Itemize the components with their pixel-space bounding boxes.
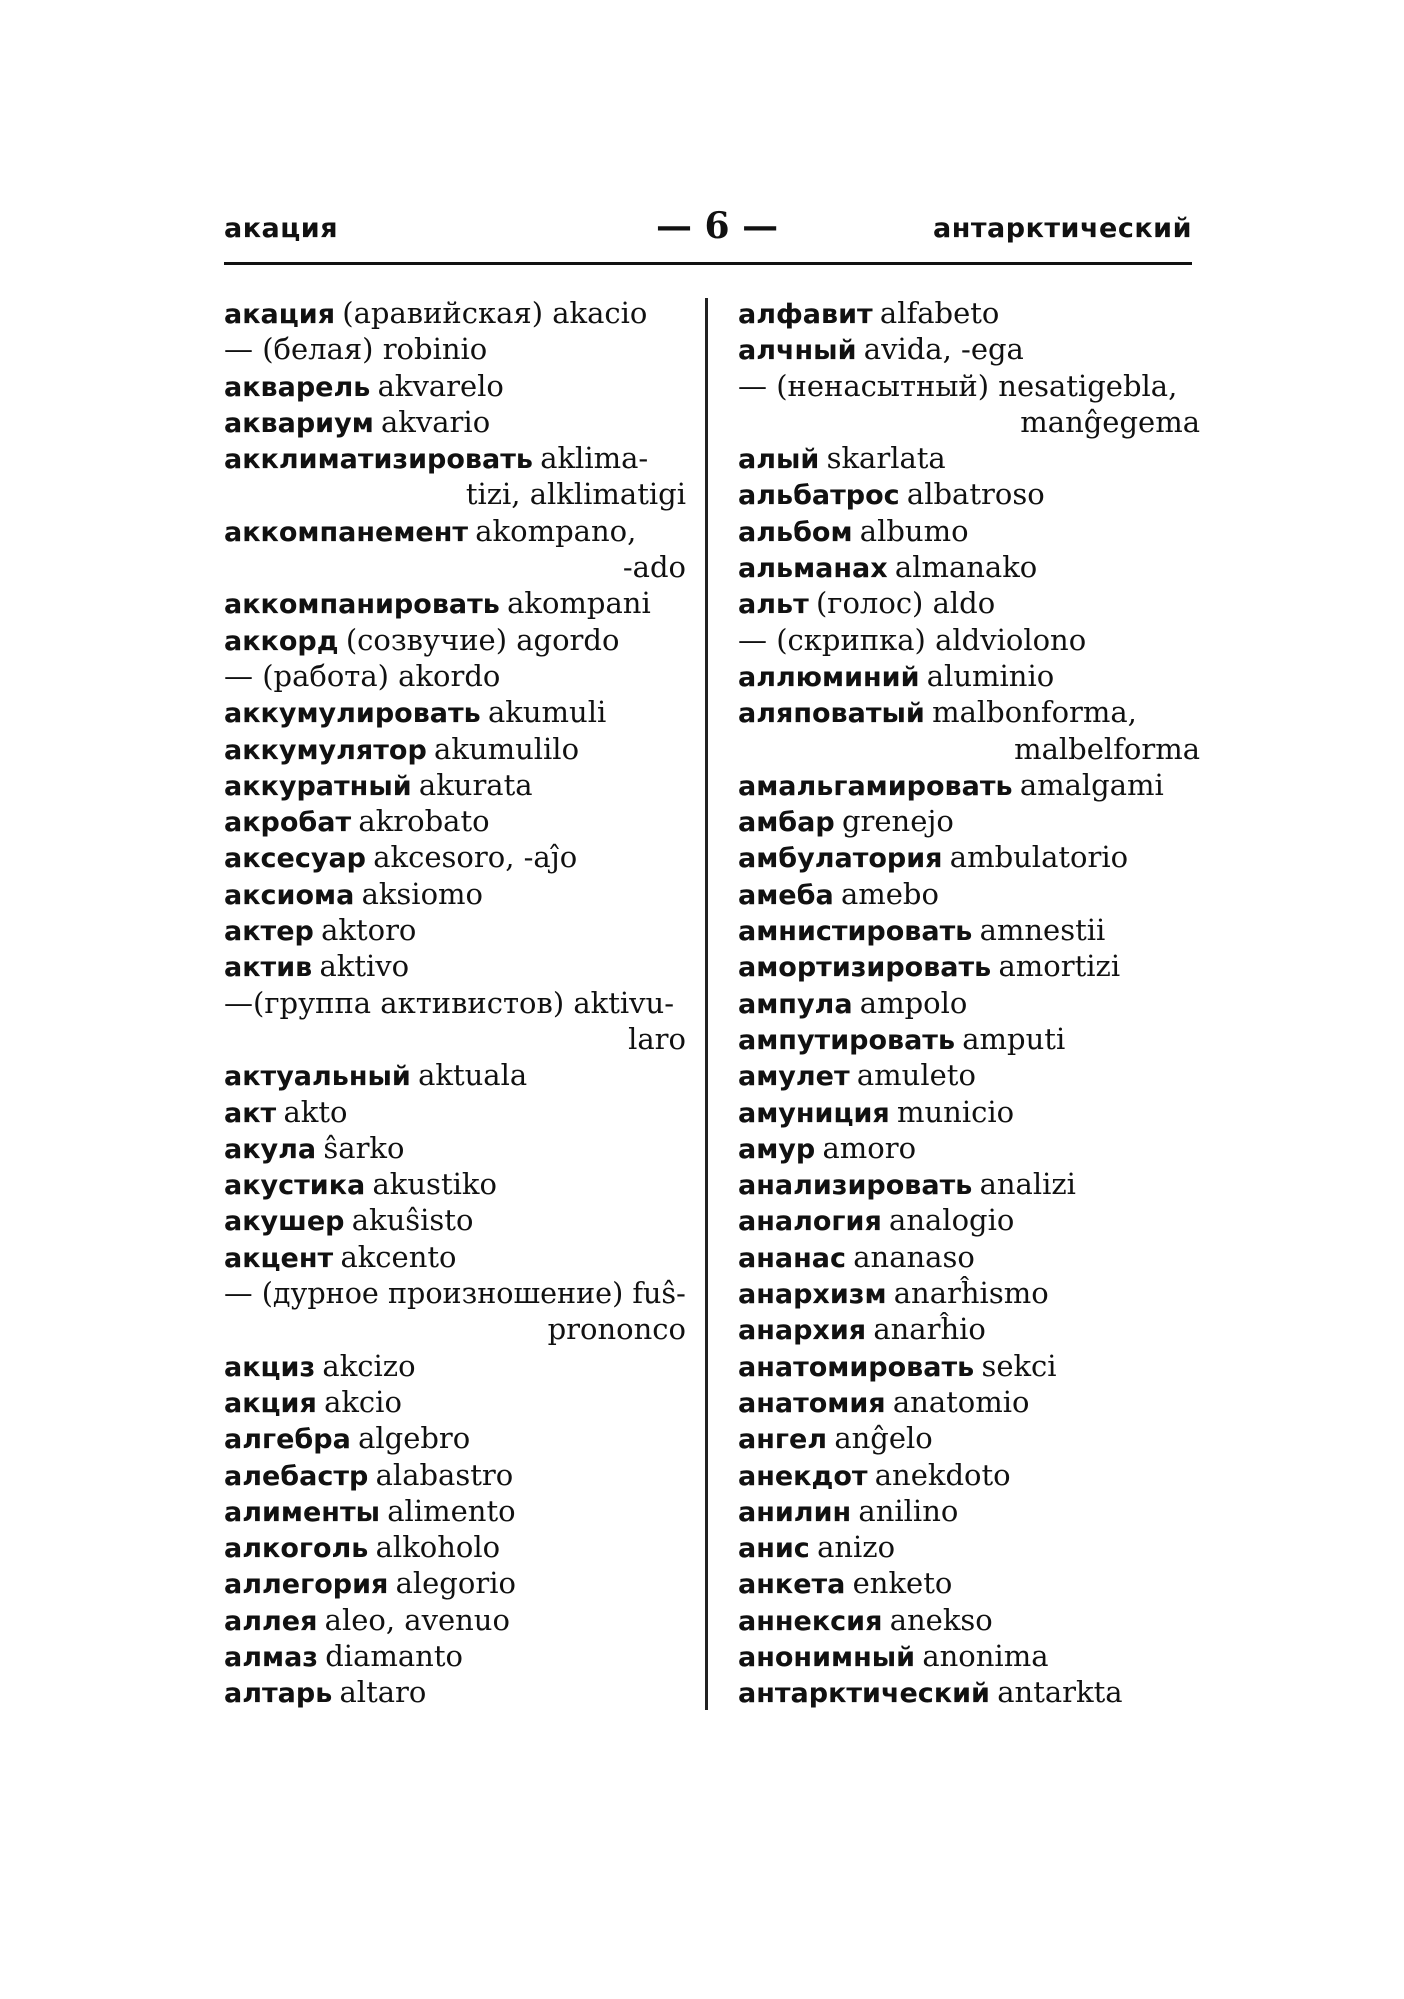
entry-headword: акварель [224, 371, 371, 403]
dictionary-entry [738, 658, 1200, 694]
entry-headword: акробат [224, 807, 352, 839]
dictionary-entry [738, 1638, 1200, 1674]
dictionary-entry [738, 295, 1200, 331]
entry-headword: аннексия [738, 1605, 883, 1637]
entry-headword: акушер [224, 1206, 345, 1238]
dictionary-entry [738, 440, 1200, 476]
entry-headword: акт [224, 1097, 277, 1129]
entry-translation: malbonforma, [932, 695, 1137, 730]
entry-headword: алый [738, 444, 820, 476]
page-number: — 6 — [656, 205, 779, 247]
continuation-text: malbelforma [1014, 731, 1200, 766]
sub-entry [224, 1275, 686, 1311]
sub-entry [738, 368, 1200, 404]
entry-translation: anĝelo [834, 1421, 933, 1456]
entry-headword: аккорд [224, 625, 339, 657]
dictionary-entry [738, 585, 1200, 621]
entry-translation: akustiko [372, 1167, 497, 1202]
entry-headword: анекдот [738, 1460, 868, 1492]
entry-headword: амур [738, 1133, 816, 1165]
dictionary-entry [738, 1202, 1200, 1238]
dictionary-entry [738, 876, 1200, 912]
dictionary-entry [224, 876, 686, 912]
dictionary-entry [738, 1529, 1200, 1565]
entry-headword: акция [224, 1387, 317, 1419]
entry-translation: albumo [859, 513, 969, 548]
entry-continuation [224, 1311, 686, 1347]
dictionary-entry [738, 1239, 1200, 1275]
dictionary-entry [224, 1094, 686, 1130]
dictionary-entry [738, 476, 1200, 512]
entry-headword: анилин [738, 1496, 852, 1528]
continuation-text: prononco [547, 1312, 686, 1347]
entry-headword: аккумулятор [224, 734, 427, 766]
entry-translation: amnestii [979, 913, 1106, 948]
left-column [224, 295, 686, 1711]
sub-entry-text: — (дурное произношение) fuŝ- [224, 1276, 686, 1311]
dictionary-entry [224, 731, 686, 767]
entry-translation: akcesoro, -aĵo [373, 840, 578, 875]
entry-translation: akvarelo [377, 368, 504, 403]
entry-translation: akto [283, 1094, 348, 1129]
entry-headword: анархизм [738, 1279, 887, 1311]
entry-headword: алименты [224, 1496, 381, 1528]
entry-headword: амнистировать [738, 916, 973, 948]
dictionary-entry [738, 1565, 1200, 1601]
entry-translation: anonima [922, 1638, 1049, 1673]
dictionary-entry [224, 1057, 686, 1093]
entry-headword: амальгамировать [738, 770, 1013, 802]
entry-headword: анатомировать [738, 1351, 975, 1383]
entry-headword: амуниция [738, 1097, 890, 1129]
dictionary-entry [224, 1202, 686, 1238]
entry-headword: аллюминий [738, 661, 920, 693]
entry-headword: ампула [738, 988, 853, 1020]
dictionary-entry [738, 1348, 1200, 1384]
entry-headword: акустика [224, 1170, 366, 1202]
dictionary-entry [738, 912, 1200, 948]
dictionary-entry [224, 1457, 686, 1493]
dictionary-entry [738, 985, 1200, 1021]
entry-continuation [224, 549, 686, 585]
entry-continuation [224, 1021, 686, 1057]
continuation-text: -ado [622, 550, 686, 585]
entry-headword: актив [224, 952, 313, 984]
dictionary-entry [224, 1674, 686, 1710]
continuation-text: laro [628, 1021, 686, 1056]
entry-translation: algebro [358, 1421, 471, 1456]
entry-headword: альбом [738, 516, 853, 548]
entry-translation: aleo, avenuo [324, 1602, 510, 1637]
dictionary-entry [738, 1021, 1200, 1057]
entry-headword: аккуратный [224, 770, 412, 802]
sub-entry [224, 985, 686, 1021]
dictionary-entry [738, 513, 1200, 549]
dictionary-entry [224, 295, 686, 331]
dictionary-entry [738, 1130, 1200, 1166]
entry-translation: diamanto [325, 1638, 463, 1673]
entry-headword: алкоголь [224, 1533, 369, 1565]
entry-headword: акцент [224, 1242, 334, 1274]
dictionary-entry [738, 803, 1200, 839]
entry-headword: ампутировать [738, 1024, 956, 1056]
entry-translation: anatomio [892, 1384, 1030, 1419]
left-guideword: акация [224, 213, 339, 244]
entry-translation: akumulilo [434, 731, 580, 766]
entry-headword: анонимный [738, 1641, 916, 1673]
entry-headword: аккумулировать [224, 698, 481, 730]
entry-translation: amputi [962, 1021, 1066, 1056]
dictionary-entry [224, 1638, 686, 1674]
entry-headword: альбатрос [738, 480, 900, 512]
entry-headword: акация [224, 299, 336, 330]
continuation-text: manĝegema [1020, 404, 1200, 439]
dictionary-entry [224, 585, 686, 621]
dictionary-entry [738, 948, 1200, 984]
entry-continuation [738, 404, 1200, 440]
header-rule [224, 262, 1192, 265]
entry-translation: amuleto [856, 1058, 976, 1093]
sub-entry-text: — (скрипка) aldviolono [738, 622, 1087, 657]
dictionary-entry [738, 694, 1200, 730]
entry-translation: grenejo [841, 804, 954, 839]
entry-headword: анис [738, 1533, 810, 1565]
entry-translation: aktuala [418, 1058, 528, 1093]
entry-headword: аллея [224, 1605, 318, 1637]
entry-headword: альт [738, 589, 809, 621]
entry-translation: (аравийская) akacio [342, 296, 648, 330]
entry-headword: акциз [224, 1351, 316, 1383]
dictionary-entry [224, 1348, 686, 1384]
entry-headword: амеба [738, 879, 834, 911]
dictionary-entry [224, 839, 686, 875]
right-guideword: антарктический [933, 213, 1192, 244]
entry-headword: алебастр [224, 1460, 369, 1492]
entry-headword: антарктический [738, 1678, 990, 1710]
entry-translation: sekci [981, 1348, 1057, 1383]
entry-translation: anilino [858, 1493, 959, 1528]
entry-translation: almanako [894, 550, 1038, 585]
entry-headword: алфавит [738, 299, 873, 330]
right-column [738, 295, 1200, 1711]
entry-translation: ŝarko [323, 1130, 405, 1165]
dictionary-entry [224, 1384, 686, 1420]
dictionary-entry [224, 1239, 686, 1275]
entry-translation: avida, -ega [863, 332, 1024, 367]
entry-translation: antarkta [997, 1675, 1123, 1710]
dictionary-entry [224, 404, 686, 440]
entry-headword: алтарь [224, 1678, 333, 1710]
entry-headword: актер [224, 916, 314, 948]
entry-headword: акклиматизировать [224, 444, 533, 476]
dictionary-entry [738, 1493, 1200, 1529]
entry-translation: analizi [979, 1167, 1076, 1202]
dictionary-entry [224, 912, 686, 948]
dictionary-entry [738, 1602, 1200, 1638]
entry-translation: akurata [418, 767, 533, 802]
sub-entry [224, 658, 686, 694]
entry-translation: akcento [340, 1239, 457, 1274]
entry-headword: амулет [738, 1061, 850, 1093]
entry-headword: аксиома [224, 879, 355, 911]
entry-translation: alkoholo [375, 1530, 501, 1565]
entry-translation: municio [896, 1094, 1015, 1129]
entry-translation: altaro [339, 1675, 427, 1710]
entry-translation: alegorio [395, 1566, 516, 1601]
entry-headword: аксесуар [224, 843, 367, 875]
dictionary-entry [224, 1529, 686, 1565]
sub-entry [738, 622, 1200, 658]
dictionary-entry [224, 948, 686, 984]
entry-translation: aluminio [926, 658, 1055, 693]
column-divider [705, 298, 708, 1710]
entry-translation: akompano, [475, 513, 637, 548]
entry-translation: aklima- [540, 441, 649, 476]
sub-entry-text: — (работа) akordo [224, 658, 501, 693]
entry-translation: albatroso [906, 477, 1045, 512]
entry-translation: akcizo [322, 1348, 416, 1383]
entry-translation: anarĥio [873, 1312, 986, 1347]
entry-translation: aksiomo [361, 876, 483, 911]
dictionary-entry [224, 1493, 686, 1529]
dictionary-entry [738, 1674, 1200, 1710]
entry-headword: амбулатория [738, 843, 943, 875]
dictionary-entry [738, 331, 1200, 367]
entry-headword: актуальный [224, 1061, 411, 1093]
entry-translation: amortizi [998, 949, 1121, 984]
dictionary-entry [738, 1094, 1200, 1130]
entry-translation: akompani [507, 586, 651, 621]
entry-translation: aktivo [319, 949, 410, 984]
continuation-text: tizi, alklimatigi [465, 477, 686, 512]
entry-translation: anizo [817, 1530, 896, 1565]
dictionary-entry [738, 1420, 1200, 1456]
entry-translation: anarĥismo [893, 1276, 1049, 1311]
entry-translation: skarlata [826, 441, 946, 476]
entry-translation: anekso [889, 1602, 993, 1637]
dictionary-entry [738, 1457, 1200, 1493]
entry-translation: amoro [822, 1130, 917, 1165]
dictionary-entry [738, 1275, 1200, 1311]
sub-entry [224, 331, 686, 367]
entry-translation: (голос) aldo [815, 586, 996, 621]
dictionary-entry [224, 767, 686, 803]
entry-headword: анархия [738, 1315, 867, 1347]
dictionary-entry [738, 767, 1200, 803]
entry-headword: аллегория [224, 1569, 389, 1601]
entry-translation: aktoro [321, 913, 417, 948]
dictionary-entry [224, 694, 686, 730]
entry-translation: alfabeto [879, 296, 1000, 330]
entry-translation: akvario [381, 404, 491, 439]
entry-headword: аналогия [738, 1206, 882, 1238]
entry-headword: аккомпанировать [224, 589, 500, 621]
entry-headword: алмаз [224, 1641, 318, 1673]
dictionary-entry [738, 1384, 1200, 1420]
entry-translation: anekdoto [874, 1457, 1011, 1492]
entry-translation: alimento [387, 1493, 516, 1528]
sub-entry-text: — (белая) robinio [224, 332, 488, 367]
dictionary-entry [224, 440, 686, 476]
dictionary-entry [738, 1311, 1200, 1347]
dictionary-entry [224, 368, 686, 404]
dictionary-entry [738, 1166, 1200, 1202]
entry-translation: amebo [840, 876, 939, 911]
entry-translation: akumuli [488, 695, 607, 730]
entry-headword: аккомпанемент [224, 516, 469, 548]
dictionary-entry [224, 1420, 686, 1456]
entry-headword: алгебра [224, 1424, 351, 1456]
entry-translation: ampolo [859, 985, 968, 1020]
dictionary-entry [224, 513, 686, 549]
entry-translation: akuŝisto [351, 1203, 474, 1238]
entry-headword: ананас [738, 1242, 846, 1274]
page-header [224, 205, 1192, 255]
entry-translation: akcio [324, 1384, 402, 1419]
dictionary-entry [224, 1166, 686, 1202]
entry-headword: анализировать [738, 1170, 973, 1202]
sub-entry-text: —(группа активистов) aktivu- [224, 985, 674, 1020]
entry-translation: akrobato [358, 804, 490, 839]
entry-continuation [224, 476, 686, 512]
entry-translation: ananaso [853, 1239, 975, 1274]
entry-continuation [738, 731, 1200, 767]
entry-translation: (созвучие) agordo [345, 622, 620, 657]
entry-headword: анатомия [738, 1387, 886, 1419]
entry-headword: аляповатый [738, 698, 925, 730]
sub-entry-text: — (ненасытный) nesatigebla, [738, 368, 1178, 403]
entry-headword: амбар [738, 807, 835, 839]
dictionary-entry [224, 1602, 686, 1638]
dictionary-entry [224, 803, 686, 839]
entry-translation: ambulatorio [949, 840, 1129, 875]
dictionary-entry [738, 549, 1200, 585]
dictionary-entry [224, 622, 686, 658]
entry-headword: алчный [738, 335, 857, 367]
dictionary-entry [738, 839, 1200, 875]
dictionary-entry [224, 1565, 686, 1601]
dictionary-entry [738, 1057, 1200, 1093]
entry-translation: amalgami [1019, 767, 1164, 802]
entry-headword: анкета [738, 1569, 846, 1601]
entry-translation: enketo [852, 1566, 953, 1601]
entry-headword: аквариум [224, 407, 374, 439]
entry-headword: ангел [738, 1424, 828, 1456]
entry-headword: амортизировать [738, 952, 992, 984]
dictionary-entry [224, 1130, 686, 1166]
entry-translation: analogio [889, 1203, 1015, 1238]
entry-headword: альманах [738, 553, 888, 585]
entry-translation: alabastro [375, 1457, 514, 1492]
entry-headword: акула [224, 1133, 317, 1165]
